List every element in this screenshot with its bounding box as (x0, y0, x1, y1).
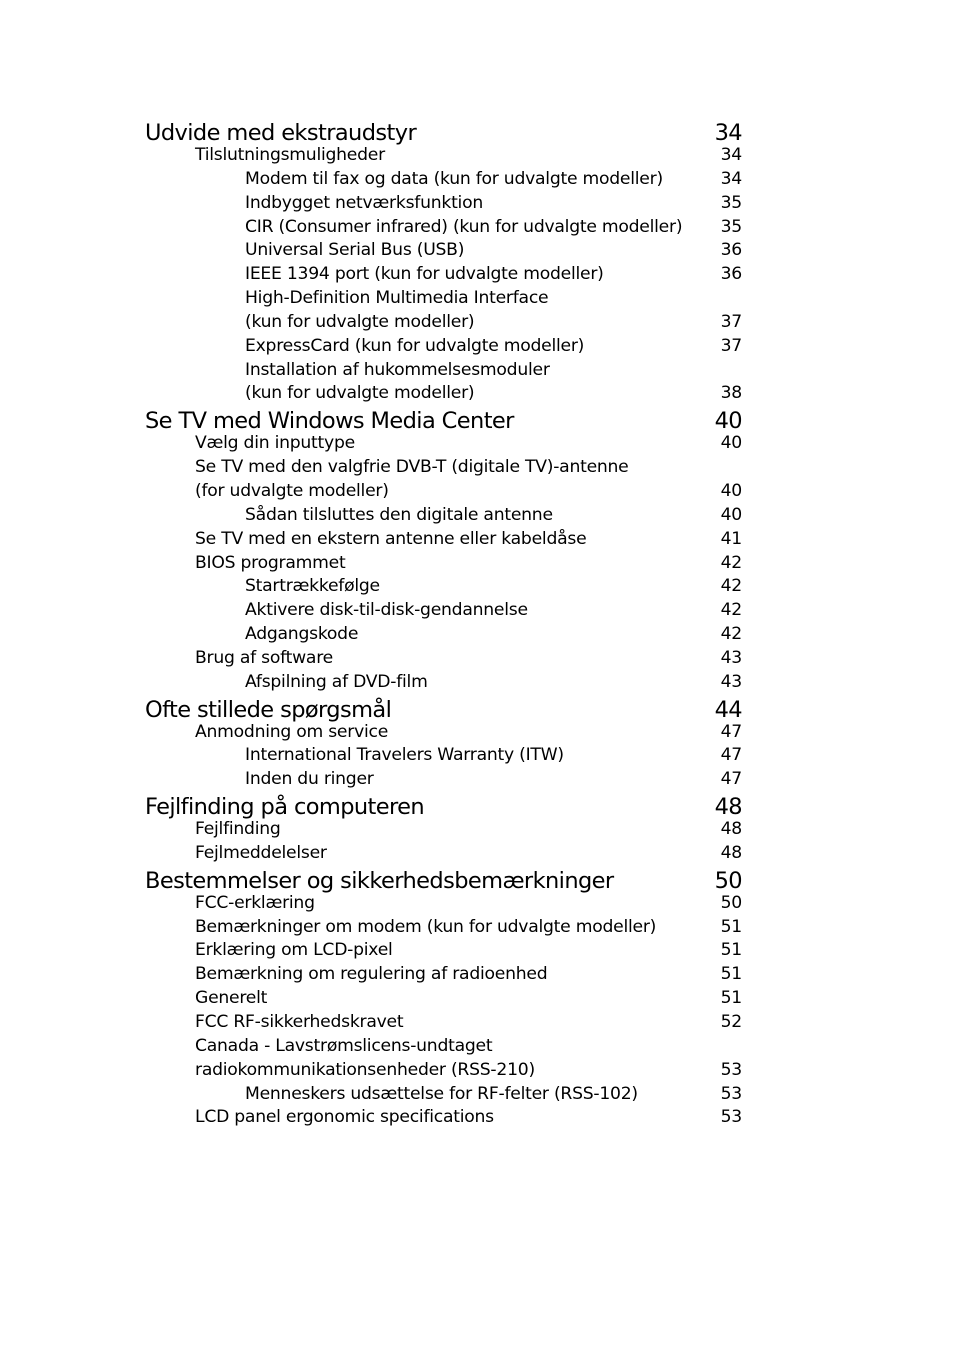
toc-page-number: 43 (720, 671, 742, 692)
toc-page-number: 42 (720, 576, 742, 597)
toc-section-row[interactable] (145, 818, 742, 842)
toc-section-row[interactable] (145, 892, 742, 916)
toc-entry-title: (kun for udvalgte modeller) (245, 311, 475, 332)
toc-section-row[interactable] (145, 939, 742, 963)
toc-entry-title: Ofte stillede spørgsmål (145, 696, 392, 723)
toc-page-number: 51 (720, 964, 742, 985)
toc-page-number: 48 (714, 794, 742, 821)
toc-entry-title: FCC RF-sikkerhedskravet (195, 1012, 404, 1032)
toc-page-number: 43 (720, 647, 742, 668)
toc-entry-title: International Travelers Warranty (ITW) (245, 745, 564, 766)
toc-page-number: 35 (720, 192, 742, 213)
toc-section-row[interactable] (145, 842, 742, 866)
toc-page-number: 36 (720, 264, 742, 285)
toc-entry-title: High-Definition Multimedia Interface (245, 288, 549, 309)
toc-subsection-row[interactable] (145, 768, 742, 792)
toc-page-number: 47 (720, 721, 742, 742)
toc-page-number: 47 (720, 745, 742, 766)
toc-page-number: 50 (720, 892, 742, 913)
toc-subsection-row[interactable] (145, 239, 742, 263)
toc-entry-title: Erklæring om LCD-pixel (195, 940, 393, 961)
toc-entry-title: Bemærkning om regulering af radioenhed (195, 964, 548, 985)
toc-entry-title: Bestemmelser og sikkerhedsbemærkninger (145, 867, 614, 894)
toc-subsection-row[interactable] (145, 382, 742, 406)
toc-entry-title: (for udvalgte modeller) (195, 480, 389, 501)
toc-page-number: 36 (720, 240, 742, 261)
toc-page-number: 37 (720, 335, 742, 356)
toc-entry-title: IEEE 1394 port (kun for udvalgte modeller) (245, 264, 604, 285)
toc-section-row[interactable] (145, 1106, 742, 1130)
toc-entry-title: Inden du ringer (245, 769, 374, 790)
toc-entry-title: Se TV med en ekstern antenne eller kabeldåse (195, 528, 587, 549)
toc-subsection-row[interactable] (145, 335, 742, 359)
toc-entry-title: Se TV med den valgfrie DVB-T (digitale TV)-antenne (195, 457, 629, 478)
toc-page-number: 38 (720, 383, 742, 404)
toc-section-row[interactable] (145, 480, 742, 504)
toc-entry-title: Fejlfinding på computeren (145, 794, 425, 821)
toc-page-number: 52 (720, 1012, 742, 1032)
toc-entry-title: Startrækkefølge (245, 576, 380, 597)
toc-section-row[interactable] (145, 432, 742, 456)
toc-entry-title: Udvide med ekstraudstyr (145, 120, 417, 146)
toc-entry-title: FCC-erklæring (195, 892, 315, 913)
toc-page-number: 40 (720, 504, 742, 525)
toc-section-row[interactable] (145, 916, 742, 940)
toc-entry-title: Afspilning af DVD-film (245, 671, 428, 692)
toc-page-number: 51 (720, 916, 742, 937)
toc-page-number: 42 (720, 624, 742, 645)
toc-entry-title: Se TV med Windows Media Center (145, 408, 514, 435)
toc-entry-title: Sådan tilsluttes den digitale antenne (245, 504, 553, 525)
toc-entry-title: BIOS programmet (195, 552, 346, 573)
toc-page-number: 51 (720, 940, 742, 961)
toc-subsection-row[interactable] (145, 1083, 742, 1107)
toc-page-number: 48 (720, 842, 742, 863)
toc-page-number: 42 (720, 600, 742, 621)
toc-section-row[interactable] (145, 987, 742, 1011)
toc-page-number: 44 (714, 696, 742, 723)
toc-section-row[interactable] (145, 144, 742, 168)
table-of-contents (145, 117, 742, 1130)
toc-entry-title: Adgangskode (245, 624, 359, 645)
toc-page-number: 47 (720, 769, 742, 790)
toc-page-number: 40 (714, 408, 742, 435)
toc-page-number: 53 (720, 1083, 742, 1104)
toc-page-number: 35 (720, 216, 742, 237)
toc-subsection-row[interactable] (145, 216, 742, 240)
toc-page-number: 41 (720, 528, 742, 549)
toc-subsection-row[interactable] (145, 599, 742, 623)
toc-entry-title: CIR (Consumer infrared) (kun for udvalgte modeller) (245, 216, 683, 237)
toc-entry-title: Menneskers udsættelse for RF-felter (RSS-102) (245, 1083, 638, 1104)
toc-entry-title: Installation af hukommelsesmoduler (245, 359, 550, 380)
toc-entry-title: Tilslutningsmuligheder (195, 145, 385, 165)
toc-section-row[interactable] (145, 1011, 742, 1035)
toc-entry-title: Brug af software (195, 647, 333, 668)
toc-section-row[interactable] (145, 528, 742, 552)
toc-entry-title: Anmodning om service (195, 721, 389, 742)
toc-page-number: 34 (714, 120, 742, 146)
toc-subsection-row[interactable] (145, 575, 742, 599)
toc-entry-title: (kun for udvalgte modeller) (245, 383, 475, 404)
toc-subsection-row[interactable] (145, 504, 742, 528)
toc-page-number: 51 (720, 988, 742, 1009)
toc-entry-title: Aktivere disk-til-disk-gendannelse (245, 600, 528, 621)
toc-subsection-row[interactable] (145, 168, 742, 192)
toc-section-row[interactable] (145, 963, 742, 987)
toc-page-number: 50 (714, 867, 742, 894)
toc-entry-title: Canada - Lavstrømslicens-undtaget (195, 1035, 493, 1056)
toc-entry-title: Fejlmeddelelser (195, 842, 327, 863)
toc-subsection-row[interactable] (145, 311, 742, 335)
toc-entry-title: Indbygget netværksfunktion (245, 192, 483, 213)
toc-page-number: 53 (720, 1059, 742, 1080)
toc-entry-title: Fejlfinding (195, 819, 281, 840)
toc-section-row[interactable] (145, 721, 742, 745)
toc-subsection-row[interactable] (145, 359, 742, 383)
toc-page-number: 42 (720, 552, 742, 573)
toc-section-row[interactable] (145, 647, 742, 671)
toc-entry-title: Generelt (195, 988, 268, 1009)
toc-page-number: 53 (720, 1107, 742, 1128)
toc-subsection-row[interactable] (145, 287, 742, 311)
toc-entry-title: radiokommunikationsenheder (RSS-210) (195, 1059, 535, 1080)
toc-subsection-row[interactable] (145, 623, 742, 647)
toc-entry-title: LCD panel ergonomic specifications (195, 1107, 494, 1128)
toc-page-number: 40 (720, 480, 742, 501)
toc-entry-title: Universal Serial Bus (USB) (245, 240, 465, 261)
toc-page-number: 37 (720, 311, 742, 332)
toc-page-number: 34 (720, 168, 742, 189)
toc-page-number: 34 (720, 145, 742, 165)
toc-subsection-row[interactable] (145, 263, 742, 287)
toc-subsection-row[interactable] (145, 671, 742, 695)
toc-section-row[interactable] (145, 552, 742, 576)
toc-entry-title: Bemærkninger om modem (kun for udvalgte modeller) (195, 916, 657, 937)
toc-section-row[interactable] (145, 456, 742, 480)
toc-subsection-row[interactable] (145, 192, 742, 216)
toc-entry-title: Modem til fax og data (kun for udvalgte modeller) (245, 168, 663, 189)
toc-page-number: 40 (720, 433, 742, 454)
toc-entry-title: ExpressCard (kun for udvalgte modeller) (245, 335, 585, 356)
toc-subsection-row[interactable] (145, 744, 742, 768)
toc-page-number: 48 (720, 819, 742, 840)
toc-section-row[interactable] (145, 1035, 742, 1059)
toc-section-row[interactable] (145, 1059, 742, 1083)
toc-entry-title: Vælg din inputtype (195, 433, 355, 454)
